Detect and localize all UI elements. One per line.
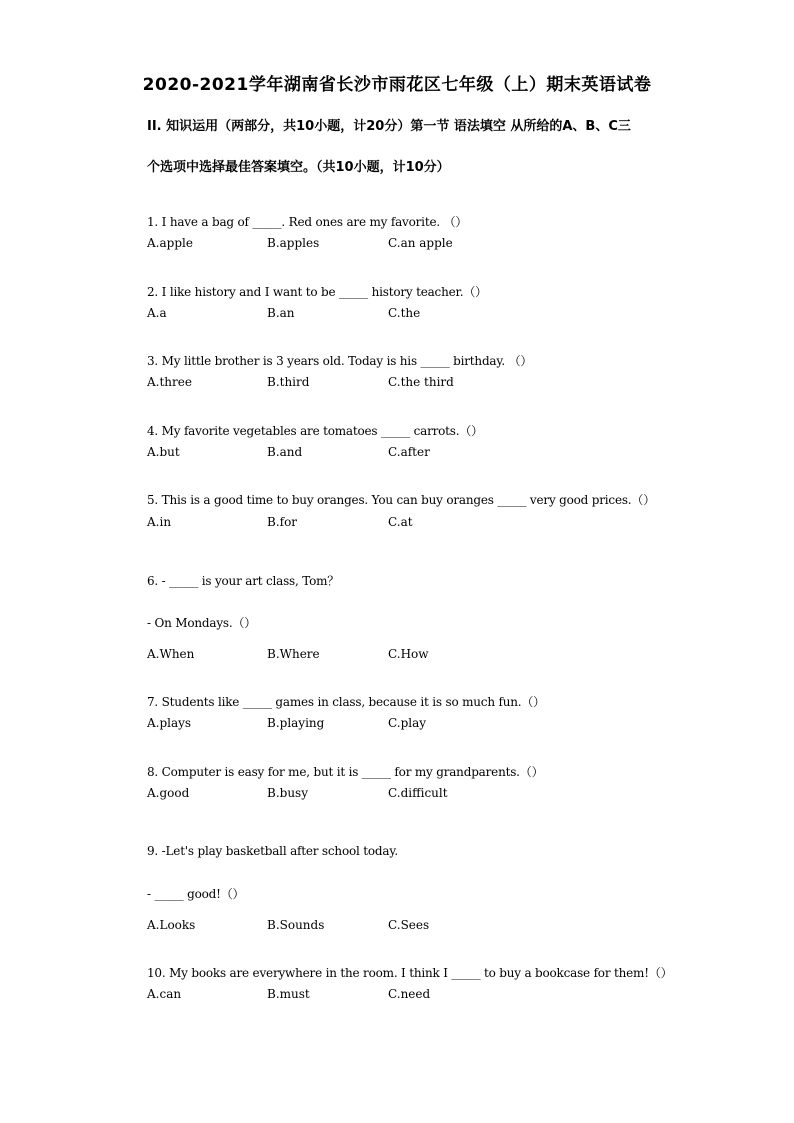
page-title: 2020-2021学年湖南省长沙市雨花区七年级（上）期末英语试卷 xyxy=(142,75,652,95)
question-4-option-b: B.and xyxy=(267,445,303,459)
section-instructions-line-1: II. 知识运用（两部分，共10小题，计20分）第一节 语法填空 从所给的A、B、C三 xyxy=(147,119,631,134)
question-6-text: 6. - _____ is your art class, Tom？ xyxy=(147,574,340,588)
question-3-text: 3. My little brother is 3 years old. Today is his _____ birthday. （） xyxy=(147,354,533,368)
question-4-text: 4. My favorite vegetables are tomatoes _____ carrots.（） xyxy=(147,424,483,438)
question-9-option-c: C.Sees xyxy=(388,918,430,932)
question-5-option-b: B.for xyxy=(267,515,298,529)
question-10-option-a: A.can xyxy=(147,987,182,1001)
question-2-option-b: B.an xyxy=(267,306,295,320)
question-9-response: - _____ good!（） xyxy=(147,887,245,901)
question-2-text: 2. I like history and I want to be _____ history teacher.（） xyxy=(147,285,487,299)
question-5-text: 5. This is a good time to buy oranges. You can buy oranges _____ very good prices.（） xyxy=(147,493,656,507)
question-10-text: 10. My books are everywhere in the room. I think I _____ to buy a bookcase for them!（） xyxy=(147,966,673,980)
question-3-option-c: C.the third xyxy=(388,375,454,389)
question-7-option-b: B.playing xyxy=(267,716,325,730)
question-1-option-b: B.apples xyxy=(267,236,320,250)
question-8-option-c: C.difficult xyxy=(388,786,448,800)
question-2-option-c: C.the xyxy=(388,306,421,320)
question-5-option-a: A.in xyxy=(147,515,172,529)
question-10-option-b: B.must xyxy=(267,987,310,1001)
question-9-option-b: B.Sounds xyxy=(267,918,325,932)
question-9-option-a: A.Looks xyxy=(147,918,196,932)
question-1-text: 1. I have a bag of _____. Red ones are my favorite. （） xyxy=(147,215,468,229)
question-8-text: 8. Computer is easy for me, but it is _____ for my grandparents.（） xyxy=(147,765,544,779)
question-3-option-a: A.three xyxy=(147,375,192,389)
question-7-option-c: C.play xyxy=(388,716,427,730)
question-4-option-a: A.but xyxy=(147,445,180,459)
question-2-option-a: A.a xyxy=(147,306,167,320)
question-6-option-c: C.How xyxy=(388,647,429,661)
question-7-option-a: A.plays xyxy=(147,716,192,730)
question-8-option-a: A.good xyxy=(147,786,190,800)
question-6-option-a: A.When xyxy=(147,647,195,661)
question-1-option-a: A.apple xyxy=(147,236,193,250)
question-6-response: - On Mondays.（） xyxy=(147,616,257,630)
section-instructions-line-2: 个选项中选择最佳答案填空。（共10小题，计10分） xyxy=(147,160,450,175)
question-9-text: 9. -Let's play basketball after school today. xyxy=(147,844,398,858)
question-4-option-c: C.after xyxy=(388,445,430,459)
question-5-option-c: C.at xyxy=(388,515,413,529)
question-7-text: 7. Students like _____ games in class, because it is so much fun.（） xyxy=(147,695,545,709)
question-8-option-b: B.busy xyxy=(267,786,308,800)
question-6-option-b: B.Where xyxy=(267,647,320,661)
question-3-option-b: B.third xyxy=(267,375,310,389)
question-1-option-c: C.an apple xyxy=(388,236,453,250)
question-10-option-c: C.need xyxy=(388,987,431,1001)
